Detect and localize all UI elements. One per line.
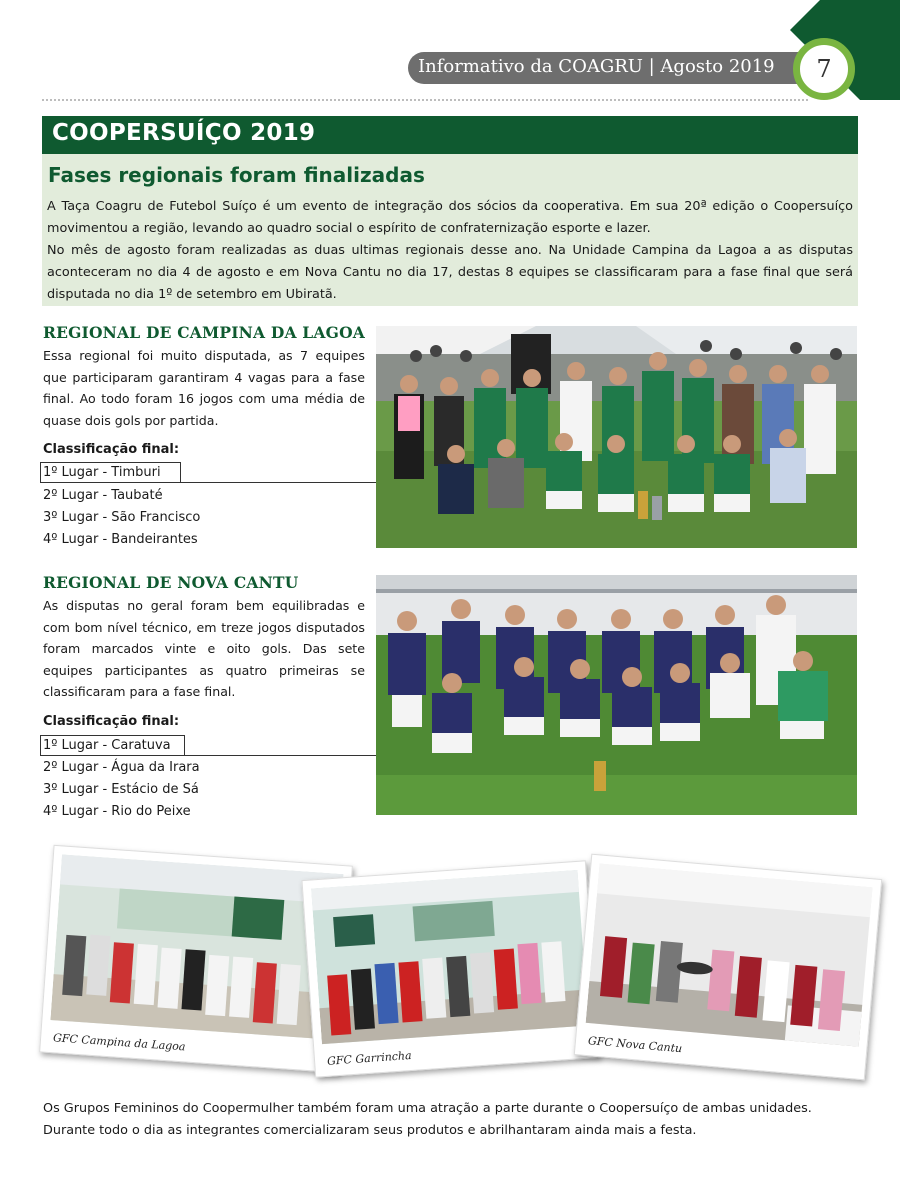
regional-nova-cantu-text: As disputas no geral foram bem equilibradas e com bom nível técnico, em treze jogos disputados foram marcados vinte e oito gols. Das sete equipes participantes as quatro primeiras se classificaram para a fase final. [43,598,365,699]
group-photo-campina [50,854,343,1039]
page-number-badge [793,38,855,100]
team-photo-campina [376,326,857,548]
photo-card-garrincha [301,860,599,1077]
page-number: 7 [816,55,832,83]
ranking-item: 2º Lugar - Água da Irara [43,760,200,775]
group-photo-nova-cantu [586,863,873,1046]
classification-heading: Classificação final: [43,442,180,457]
team-photo-nova-cantu [376,575,857,815]
leader-line [181,482,387,483]
article-title-bar [42,116,858,154]
ranking-item: 2º Lugar - Taubaté [43,488,163,503]
publication-title: Informativo da COAGRU | Agosto 2019 [418,56,775,77]
regional-campina-title: REGIONAL DE CAMPINA DA LAGOA [43,323,365,342]
article-subtitle: Fases regionais foram finalizadas [48,163,425,187]
intro-text [47,196,853,306]
ranking-item: 1º Lugar - Timburi [43,465,161,480]
ranking-item: 4º Lugar - Bandeirantes [43,532,198,547]
intro-paragraph: No mês de agosto foram realizadas as duas ultimas regionais desse ano. Na Unidade Campina da Lagoa a as disputas aconteceram no dia 4 de agosto e em Nova Cantu no dia 17, destas 8 equipes se classificaram para a fase final que será disputada no dia 1º de setembro em Ubiratã. [47,243,853,302]
ranking-item: 3º Lugar - São Francisco [43,510,201,525]
ranking-item: 3º Lugar - Estácio de Sá [43,782,199,797]
regional-nova-cantu-title: REGIONAL DE NOVA CANTU [43,573,299,592]
photo-caption: GFC Campina da Lagoa [52,1031,186,1054]
group-photo-garrincha [311,870,588,1044]
ranking-item: 1º Lugar - Caratuva [43,738,171,753]
photo-caption: GFC Garrincha [326,1048,412,1068]
regional-campina-text: Essa regional foi muito disputada, as 7 equipes que participaram garantiram 4 vagas para a fase final. Ao todo foram 16 jogos com uma média de quase dois gols por partida. [43,348,365,428]
leader-line [185,755,387,756]
photo-card-nova-cantu [574,854,882,1081]
classification-heading: Classificação final: [43,714,180,729]
ranking-item: 4º Lugar - Rio do Peixe [43,804,191,819]
photo-caption: GFC Nova Cantu [587,1034,683,1056]
intro-paragraph: A Taça Coagru de Futebol Suíço é um evento de integração dos sócios da cooperativa. Em sua 20ª edição o Coopersuíço movimentou a região, levando ao quadro social o espírito de confraternização esporte e lazer. [47,199,853,236]
header-divider [42,99,808,101]
footer-paragraph: Os Grupos Femininos do Coopermulher também foram uma atração a parte durante o Coopersuíço de ambas unidades. Durante todo o dia as integrantes comercializaram seus produtos e abrilhantaram ainda mais a festa. [43,1101,812,1138]
article-title: COOPERSUÍÇO 2019 [52,120,316,146]
